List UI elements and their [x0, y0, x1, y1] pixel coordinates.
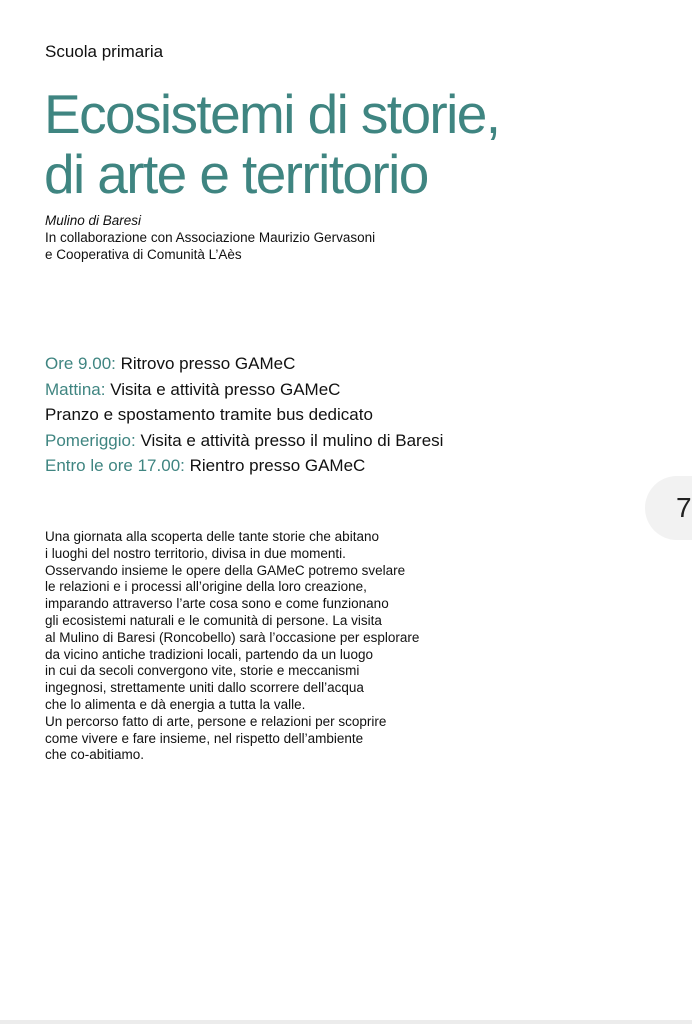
title-line-1: Ecosistemi di storie, [44, 83, 500, 145]
schedule-activity: Visita e attività presso il mulino di Baresi [135, 430, 444, 450]
description-line: che lo alimenta e dà energia a tutta la valle. [45, 696, 306, 712]
schedule-activity: Pranzo e spostamento tramite bus dedicato [45, 405, 373, 424]
description-line: da vicino antiche tradizioni locali, partendo da un luogo [45, 646, 373, 662]
schedule-list [45, 351, 443, 479]
page-number: 7 [676, 492, 692, 523]
schedule-item [45, 351, 443, 377]
schedule-time-label: Entro le ore 17.00: [45, 456, 185, 475]
description-paragraph [45, 529, 465, 764]
category-label: Scuola primaria [45, 42, 164, 61]
schedule-time-label: Pomeriggio: [45, 430, 136, 450]
schedule-time-label: Ore 9.00: [45, 354, 116, 373]
description-line: Un percorso fatto di arte, persone e relazioni per scoprire [45, 713, 387, 729]
page-title [44, 84, 499, 204]
schedule-time-label: Mattina: [45, 379, 106, 399]
page-bottom-edge [0, 1020, 692, 1024]
description-line: come vivere e fare insieme, nel rispetto dell’ambiente [45, 730, 364, 746]
collaboration-line-2: e Cooperativa di Comunità L’Aès [45, 247, 242, 262]
description-line: in cui da secoli convergono vite, storie e meccanismi [45, 663, 360, 679]
schedule-activity: Ritrovo presso GAMeC [115, 354, 296, 373]
description-line: che co-abitiamo. [45, 747, 145, 763]
location-name: Mulino di Baresi [45, 213, 142, 228]
description-line: Osservando insieme le opere della GAMeC potremo svelare [45, 562, 406, 578]
schedule-activity: Rientro presso GAMeC [184, 456, 366, 475]
description-line: imparando attraverso l’arte cosa sono e come funzionano [45, 596, 389, 612]
description-line: Una giornata alla scoperta delle tante storie che abitano [45, 529, 379, 544]
credits-block [45, 212, 375, 263]
description-line: i luoghi del nostro territorio, divisa in due momenti. [45, 545, 346, 561]
description-line: ingegnosi, strettamente uniti dallo scorrere dell’acqua [45, 680, 364, 696]
description-line: gli ecosistemi naturali e le comunità di persone. La visita [45, 612, 382, 628]
schedule-item [45, 377, 443, 403]
description-line: al Mulino di Baresi (Roncobello) sarà l’occasione per esplorare [45, 629, 420, 645]
title-line-2: di arte e territorio [44, 143, 428, 205]
schedule-item [45, 402, 443, 428]
schedule-activity: Visita e attività presso GAMeC [105, 379, 341, 399]
description-text [45, 529, 465, 764]
schedule-item [45, 428, 443, 454]
schedule-item [45, 453, 443, 479]
description-line: le relazioni e i processi all’origine della loro creazione, [45, 579, 367, 595]
page-number-tab[interactable] [645, 476, 692, 540]
collaboration-line-1: In collaborazione con Associazione Maurizio Gervasoni [45, 230, 376, 245]
